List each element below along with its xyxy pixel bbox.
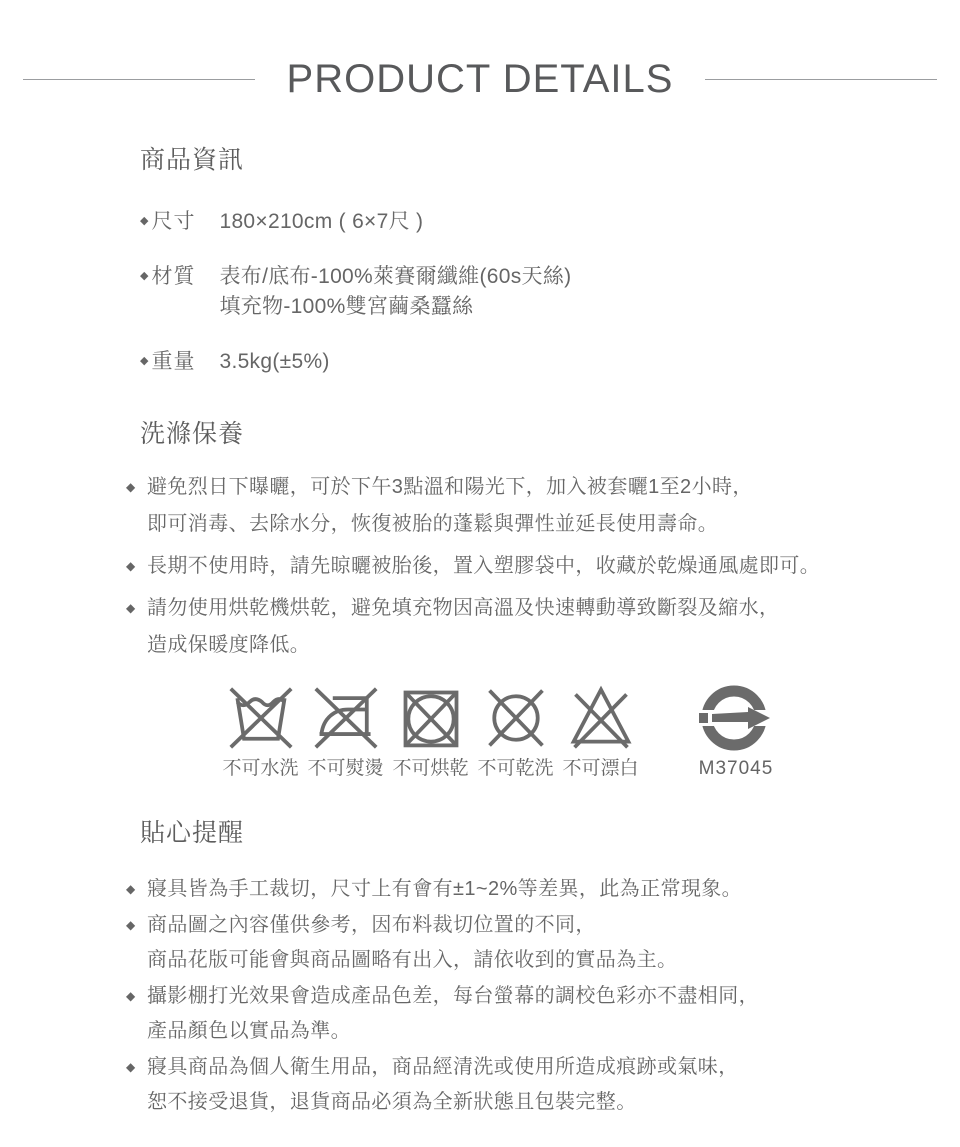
- diamond-bullet-icon: ◆: [126, 559, 136, 573]
- do-not-bleach-icon: [567, 681, 635, 755]
- care-symbol-do-not-bleach: [558, 681, 643, 780]
- care-symbol-label: 不可熨燙: [307, 758, 384, 779]
- care-symbols-row: [218, 681, 920, 780]
- bsmi-mark-code: M37045: [698, 758, 774, 779]
- spec-value: [219, 347, 329, 377]
- spec-label: 材質: [151, 265, 196, 288]
- header: [0, 0, 960, 101]
- bsmi-certification-mark-icon: [697, 681, 775, 755]
- reminder-bullet: [126, 908, 920, 979]
- product-info-section: [0, 143, 960, 377]
- bullet-line: 商品圖之內容僅供參考，因布料裁切位置的不同，: [147, 913, 596, 936]
- care-bullet: [126, 469, 920, 543]
- care-symbol-do-not-tumble-dry: [388, 681, 473, 780]
- spec-row-material: [140, 262, 920, 322]
- spec-label: 重量: [151, 350, 196, 373]
- spec-row-size: [140, 207, 920, 237]
- reminder-bullet: [126, 1050, 920, 1121]
- bullet-line: 避免烈日下曝曬，可於下午3點溫和陽光下，加入被套曬1至2小時，: [147, 476, 753, 498]
- spec-list: [140, 207, 920, 377]
- care-bullet-list: [126, 469, 920, 664]
- diamond-bullet-icon: ◆: [126, 1059, 136, 1074]
- bullet-line: 請勿使用烘乾機烘乾，避免填充物因高溫及快速轉動導致斷裂及縮水，: [147, 597, 780, 619]
- spec-value-line: 表布/底布-100%萊賽爾纖維(60s天絲): [219, 265, 572, 288]
- care-symbol-do-not-iron: [303, 681, 388, 780]
- care-bullet: [126, 590, 920, 664]
- spec-value-line: 填充物-100%雙宮繭桑蠶絲: [219, 295, 474, 318]
- bullet-line: 長期不使用時，請先晾曬被胎後，置入塑膠袋中，收藏於乾燥通風處即可。: [147, 555, 821, 577]
- bullet-line: 即可消毒、去除水分，恢復被胎的蓬鬆與彈性並延長使用壽命。: [147, 513, 719, 535]
- reminder-bullet: [126, 979, 920, 1050]
- reminder-bullet-list: [126, 872, 920, 1121]
- do-not-iron-icon: [312, 681, 380, 755]
- do-not-tumble-dry-icon: [397, 681, 465, 755]
- spec-label: 尺寸: [151, 210, 196, 233]
- page-title: PRODUCT DETAILS: [286, 57, 674, 101]
- bsmi-certification-mark: [681, 681, 791, 780]
- bullet-line: 攝影棚打光效果會造成產品色差，每台螢幕的調校色彩亦不盡相同，: [147, 984, 759, 1007]
- product-info-heading: 商品資訊: [140, 146, 245, 174]
- diamond-bullet-icon: ◆: [140, 355, 149, 367]
- care-symbol-label: 不可漂白: [562, 758, 639, 779]
- diamond-bullet-icon: ◆: [126, 917, 136, 932]
- header-rule-right: [705, 79, 937, 80]
- care-symbol-label: 不可乾洗: [477, 758, 554, 779]
- bullet-line: 造成保暖度降低。: [147, 634, 311, 656]
- washing-care-heading: 洗滌保養: [140, 420, 245, 448]
- spec-row-weight: [140, 347, 920, 377]
- spec-value: [219, 262, 571, 322]
- care-symbol-do-not-wash: [218, 681, 303, 780]
- care-symbol-do-not-dry-clean: [473, 681, 558, 780]
- bullet-line: 恕不接受退貨，退貨商品必須為全新狀態且包裝完整。: [147, 1091, 637, 1113]
- spec-value: [219, 207, 423, 237]
- diamond-bullet-icon: ◆: [126, 480, 136, 494]
- do-not-dry-clean-icon: [482, 681, 550, 755]
- care-bullet: [126, 548, 920, 585]
- do-not-wash-icon: [227, 681, 295, 755]
- bullet-line: 產品顏色以實品為準。: [147, 1020, 351, 1042]
- care-symbol-label: 不可水洗: [222, 758, 299, 779]
- diamond-bullet-icon: ◆: [140, 270, 149, 282]
- reminder-section: [0, 816, 960, 1121]
- reminder-heading: 貼心提醒: [140, 819, 245, 847]
- header-rule-left: [23, 79, 255, 80]
- diamond-bullet-icon: ◆: [126, 601, 136, 615]
- diamond-bullet-icon: ◆: [126, 882, 136, 896]
- spec-value-line: 180×210cm ( 6×7尺 ): [219, 210, 424, 233]
- diamond-bullet-icon: ◆: [140, 215, 149, 227]
- washing-care-section: [0, 417, 960, 780]
- bullet-line: 商品花版可能會與商品圖略有出入，請依收到的實品為主。: [147, 949, 678, 971]
- care-symbol-label: 不可烘乾: [392, 758, 469, 779]
- bullet-line: 寢具商品為個人衛生用品，商品經清洗或使用所造成痕跡或氣味，: [147, 1055, 739, 1078]
- reminder-bullet: [126, 872, 920, 908]
- diamond-bullet-icon: ◆: [126, 988, 136, 1003]
- bullet-line: 寢具皆為手工裁切，尺寸上有會有±1~2%等差異，此為正常現象。: [147, 878, 743, 900]
- spec-value-line: 3.5kg(±5%): [219, 350, 330, 373]
